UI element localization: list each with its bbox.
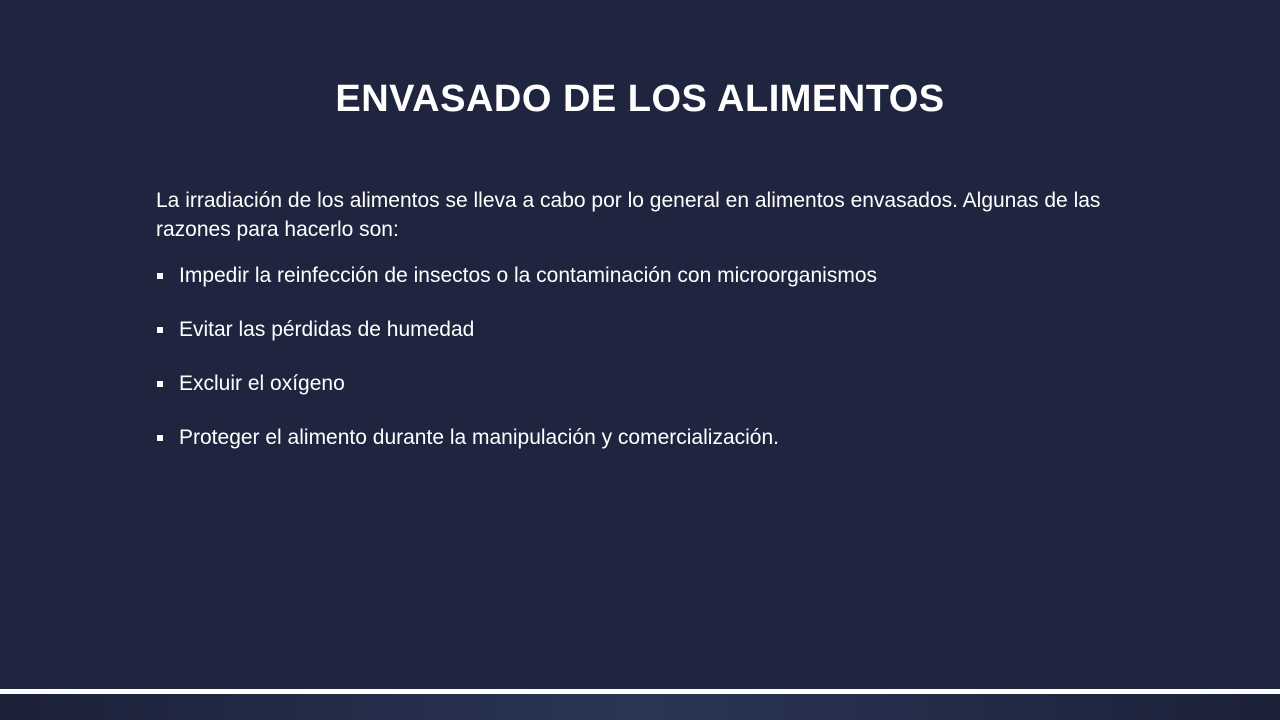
bullet-list xyxy=(156,261,1136,452)
bullet-item xyxy=(156,261,1136,290)
bullet-text: Evitar las pérdidas de humedad xyxy=(179,318,475,341)
bullet-text: Excluir el oxígeno xyxy=(179,372,345,395)
bullet-item xyxy=(156,423,1136,452)
slide-body xyxy=(156,186,1136,477)
bottom-band xyxy=(0,694,1280,720)
bullet-text: Impedir la reinfección de insectos o la contaminación con microorganismos xyxy=(179,264,878,287)
square-bullet-icon xyxy=(157,435,163,441)
square-bullet-icon xyxy=(157,381,163,387)
slide-title: ENVASADO DE LOS ALIMENTOS xyxy=(335,78,945,120)
bullet-text: Proteger el alimento durante la manipulación y comercialización. xyxy=(179,426,779,449)
square-bullet-icon xyxy=(157,327,163,333)
square-bullet-icon xyxy=(157,273,163,279)
bullet-item xyxy=(156,315,1136,344)
intro-paragraph: La irradiación de los alimentos se lleva a cabo por lo general en alimentos envasados. Algunas de las razones para hacerlo son: xyxy=(156,189,1101,241)
bullet-item xyxy=(156,369,1136,398)
